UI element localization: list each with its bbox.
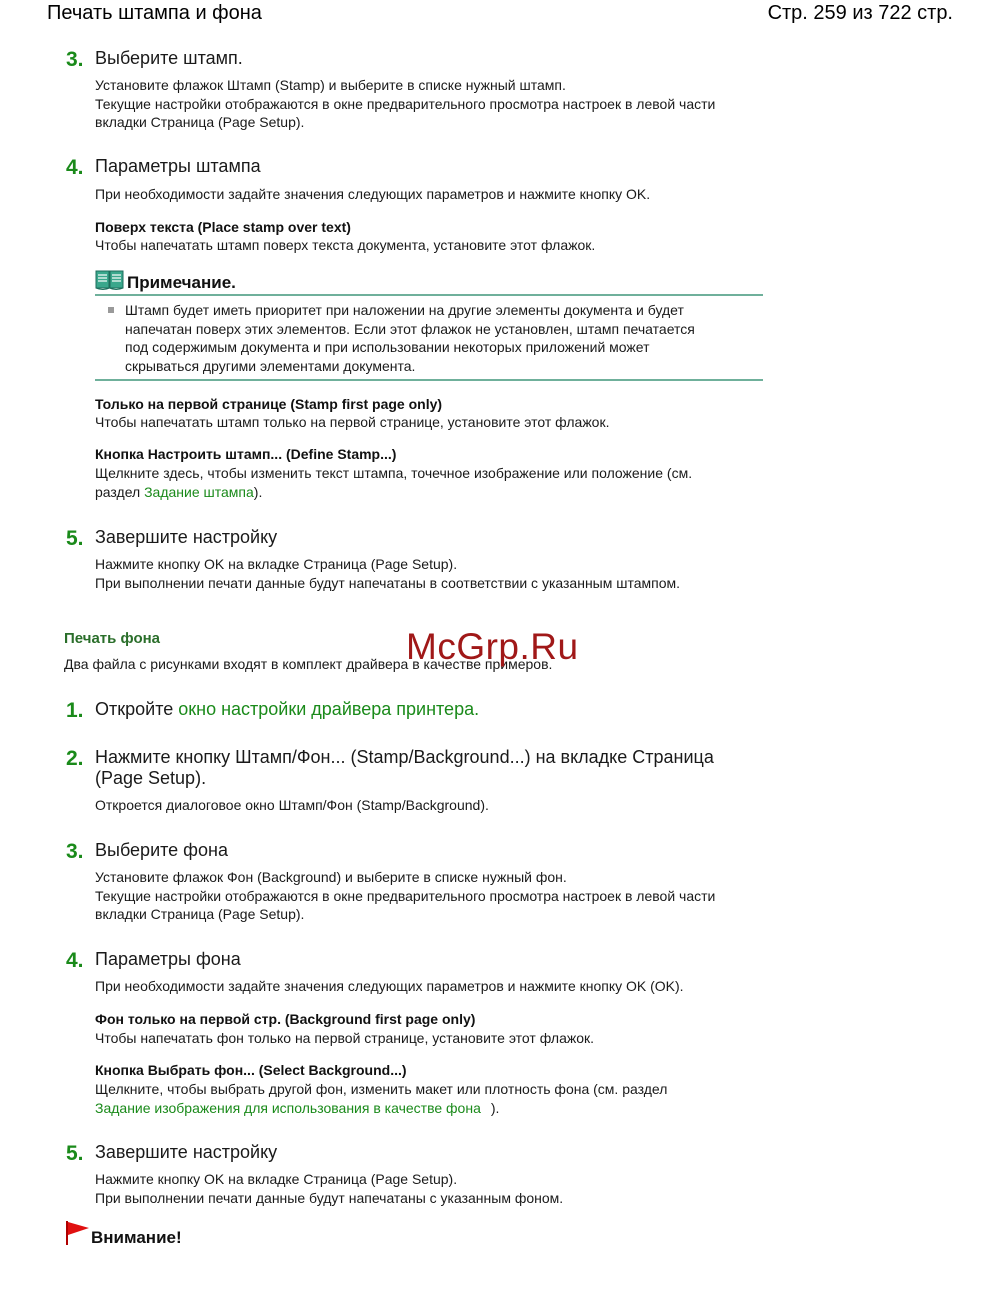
driver-settings-link[interactable]: окно настройки драйвера принтера.	[178, 699, 480, 719]
watermark: McGrp.Ru	[406, 626, 579, 667]
option-title: Фон только на первой стр. (Background first page only)	[95, 1011, 476, 1027]
option-text: Чтобы напечатать фон только на первой странице, установите этот флажок.	[95, 1030, 595, 1046]
step-title: Выберите фона	[95, 840, 228, 860]
step-title: Откройте окно настройки драйвера принтера.	[95, 699, 480, 719]
section-heading: Печать фона	[64, 630, 161, 647]
option-text: Щелкните здесь, чтобы изменить текст штампа, точечное изображение или положение (см. раздел Задание штампа).	[95, 465, 693, 500]
step-text: Откроется диалоговое окно Штамп/Фон (Stamp/Background).	[95, 797, 489, 813]
page-counter: Стр. 259 из 722 стр.	[767, 2, 953, 24]
background-image-link[interactable]: Задание изображения для использования в качестве фона	[95, 1099, 481, 1116]
step-number: 3.	[66, 840, 84, 863]
step-number: 4.	[66, 949, 84, 972]
step-number: 5.	[66, 1142, 84, 1165]
step-title: Параметры штампа	[95, 156, 261, 176]
step-number: 4.	[66, 156, 84, 179]
step-text: Нажмите кнопку OK на вкладке Страница (Page Setup). При выполнении печати данные будут напечатаны в соответствии с указанным штампом.	[95, 556, 681, 591]
option-text: Чтобы напечатать штамп поверх текста документа, установите этот флажок.	[95, 237, 596, 253]
step-text: Нажмите кнопку OK на вкладке Страница (Page Setup). При выполнении печати данные будут напечатаны с указанным фоном.	[95, 1171, 564, 1206]
note-divider-bottom	[95, 379, 763, 381]
option-title: Кнопка Настроить штамп... (Define Stamp...)	[95, 446, 397, 462]
step-title: Завершите настройку	[95, 1142, 278, 1162]
step-number: 3.	[66, 48, 84, 71]
step-number: 5.	[66, 527, 84, 550]
note-text: Штамп будет иметь приоритет при наложении на другие элементы документа и будет напечатан поверх этих элементов. Если этот флажок не установлен, штамп печатается под содержимым документа и при использовании некоторых приложений может скрываться другими элементами документа.	[125, 302, 695, 374]
step-title: Нажмите кнопку Штамп/Фон... (Stamp/Background...) на вкладке Страница	[95, 747, 714, 767]
note-heading: Примечание.	[127, 273, 236, 292]
section-intro: Два файла с рисунками входят в комплект драйвера в качестве примеров.	[64, 656, 553, 672]
step-number: 1.	[66, 699, 84, 722]
option-title: Кнопка Выбрать фон... (Select Background...)	[95, 1062, 407, 1078]
document-title: Печать штампа и фона	[47, 2, 262, 24]
warning-flag-icon	[65, 1220, 91, 1251]
step-number: 2.	[66, 747, 84, 770]
note-book-icon	[95, 269, 125, 296]
option-text: Чтобы напечатать штамп только на первой странице, установите этот флажок.	[95, 414, 610, 430]
option-text: Щелкните, чтобы выбрать другой фон, изменить макет или плотность фона (см. раздел Задание изображения для использования в качестве фона ).	[95, 1081, 668, 1116]
step-text: Установите флажок Фон (Background) и выберите в списке нужный фон. Текущие настройки отображаются в окне предварительного просмотра настроек в левой части вкладки Страница (Page Setup).	[95, 869, 716, 922]
option-title: Только на первой странице (Stamp first page only)	[95, 396, 443, 412]
step-title: Параметры фона	[95, 949, 241, 969]
option-title: Поверх текста (Place stamp over text)	[95, 219, 351, 235]
note-divider-top	[95, 294, 763, 296]
step-title-cont: (Page Setup).	[95, 768, 207, 788]
step-title: Завершите настройку	[95, 527, 278, 547]
step-text: Установите флажок Штамп (Stamp) и выберите в списке нужный штамп. Текущие настройки отображаются в окне предварительного просмотра настроек в левой части вкладки Страница (Page Setup).	[95, 77, 716, 130]
bullet-icon	[108, 307, 114, 313]
step-text: При необходимости задайте значения следующих параметров и нажмите кнопку OK (OK).	[95, 978, 684, 994]
attention-heading: Внимание!	[91, 1228, 182, 1247]
step-title: Выберите штамп.	[95, 48, 243, 68]
define-stamp-link[interactable]: Задание штампа	[144, 483, 254, 500]
step-text: При необходимости задайте значения следующих параметров и нажмите кнопку OK.	[95, 186, 651, 202]
